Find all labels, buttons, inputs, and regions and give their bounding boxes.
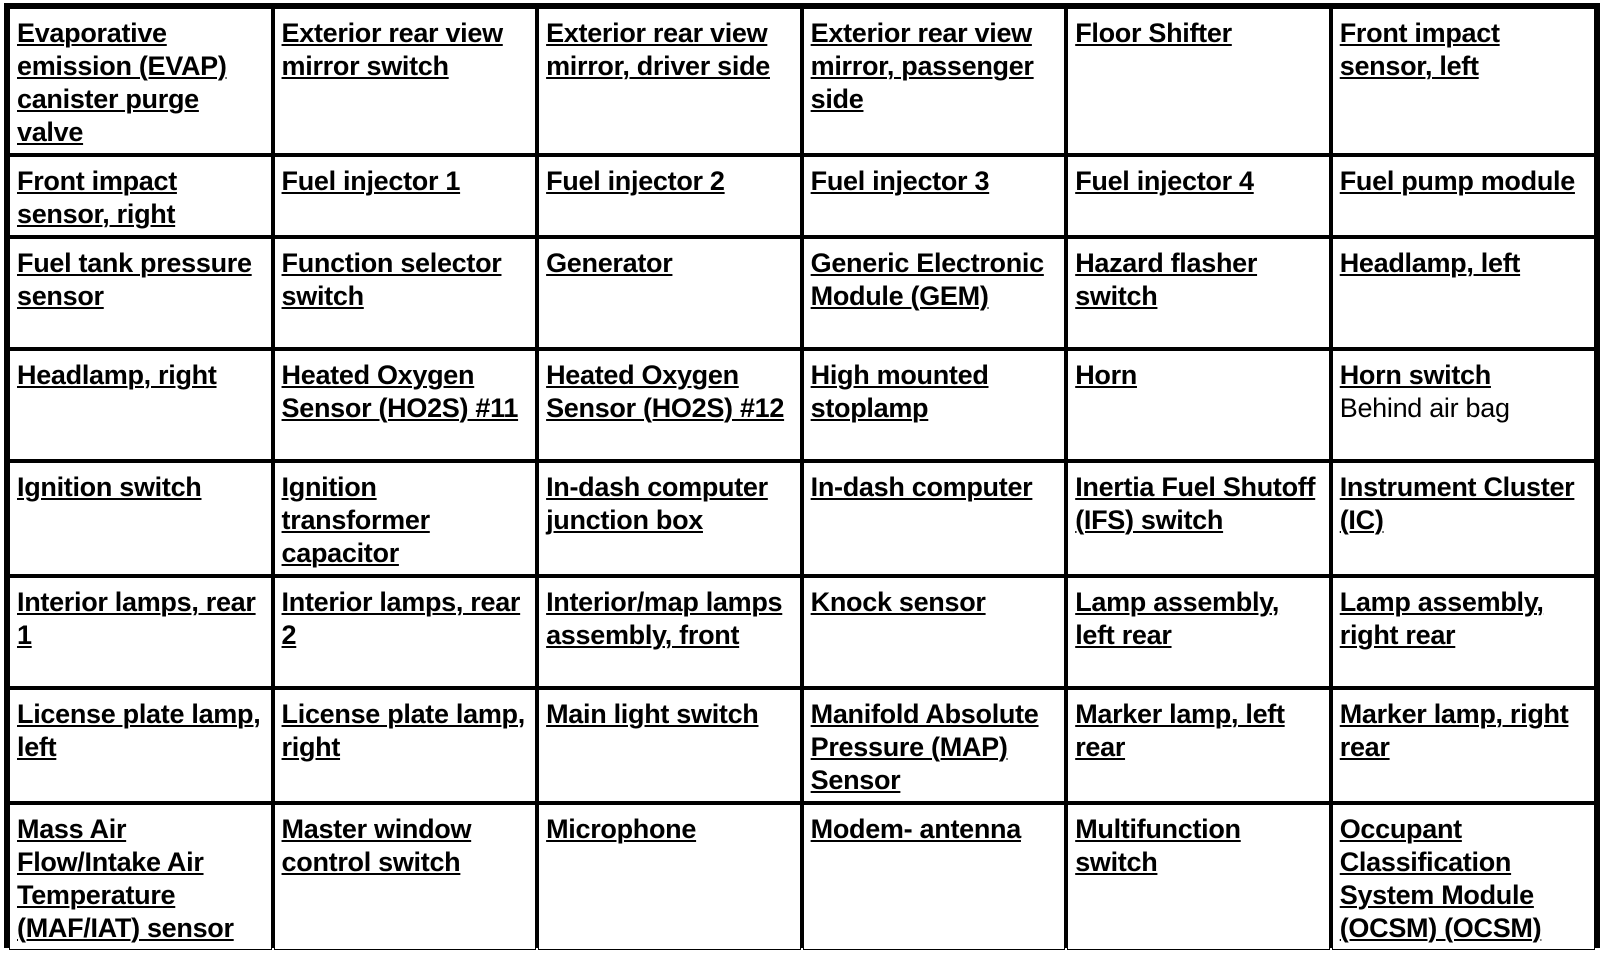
table-cell xyxy=(275,578,536,686)
table-cell xyxy=(1333,578,1594,686)
component-link[interactable]: In-dash computer junction box xyxy=(546,472,768,535)
table-cell xyxy=(1068,463,1329,574)
component-link[interactable]: Occupant Classification System Module (OCSM) (OCSM) xyxy=(1339,814,1542,943)
component-link[interactable]: License plate lamp, left xyxy=(17,699,261,762)
table-cell xyxy=(1068,9,1329,153)
component-link[interactable]: Fuel injector 1 xyxy=(281,166,461,196)
component-link-table xyxy=(6,5,1598,953)
component-link[interactable]: Headlamp, right xyxy=(17,360,217,390)
table-row xyxy=(10,463,1594,574)
component-link[interactable]: Inertia Fuel Shutoff (IFS) switch xyxy=(1075,472,1316,535)
table-row xyxy=(10,578,1594,686)
component-link[interactable]: Hazard flasher switch xyxy=(1075,248,1258,311)
component-link[interactable]: Headlamp, left xyxy=(1339,248,1521,278)
table-cell xyxy=(1068,805,1329,949)
component-link[interactable]: Main light switch xyxy=(546,699,759,729)
table-cell xyxy=(539,578,800,686)
table-cell xyxy=(10,239,271,347)
component-link[interactable]: Fuel tank pressure sensor xyxy=(17,248,252,311)
component-link[interactable]: Ignition transformer capacitor xyxy=(281,472,430,568)
component-link[interactable]: Lamp assembly, left rear xyxy=(1075,587,1280,650)
table-cell xyxy=(539,690,800,801)
table-cell xyxy=(539,351,800,459)
component-link[interactable]: Exterior rear view mirror, passenger side xyxy=(810,18,1034,114)
table-cell xyxy=(1333,157,1594,235)
table-cell xyxy=(539,157,800,235)
table-cell xyxy=(804,9,1065,153)
table-cell xyxy=(10,9,271,153)
component-link[interactable]: Generator xyxy=(546,248,673,278)
table-cell xyxy=(1068,578,1329,686)
component-link[interactable]: Knock sensor xyxy=(810,587,986,617)
component-link[interactable]: Ignition switch xyxy=(17,472,202,502)
table-cell xyxy=(275,239,536,347)
component-link[interactable]: Front impact sensor, left xyxy=(1339,18,1500,81)
table-cell xyxy=(1068,690,1329,801)
component-link[interactable]: Master window control switch xyxy=(281,814,472,877)
table-cell xyxy=(1068,239,1329,347)
table-cell xyxy=(539,239,800,347)
component-link[interactable]: Evaporative emission (EVAP) canister purge valve xyxy=(17,18,227,147)
component-index-sheet xyxy=(4,3,1600,948)
table-cell xyxy=(10,463,271,574)
table-cell xyxy=(1333,351,1594,459)
table-cell xyxy=(1333,463,1594,574)
table-cell xyxy=(10,578,271,686)
component-link[interactable]: Heated Oxygen Sensor (HO2S) #12 xyxy=(546,360,785,423)
table-row xyxy=(10,351,1594,459)
component-link[interactable]: Marker lamp, left rear xyxy=(1075,699,1285,762)
component-link[interactable]: Marker lamp, right rear xyxy=(1339,699,1569,762)
table-cell xyxy=(539,805,800,949)
component-link[interactable]: Lamp assembly, right rear xyxy=(1339,587,1544,650)
component-link[interactable]: License plate lamp, right xyxy=(281,699,525,762)
table-cell xyxy=(10,157,271,235)
table-cell xyxy=(1068,157,1329,235)
table-cell xyxy=(275,157,536,235)
table-row xyxy=(10,690,1594,801)
component-link[interactable]: Function selector switch xyxy=(281,248,502,311)
component-link[interactable]: High mounted stoplamp xyxy=(810,360,989,423)
table-cell xyxy=(804,351,1065,459)
component-link[interactable]: In-dash computer xyxy=(810,472,1033,502)
table-row xyxy=(10,9,1594,153)
table-row xyxy=(10,805,1594,949)
table-cell xyxy=(1333,805,1594,949)
table-cell xyxy=(1333,239,1594,347)
table-cell xyxy=(804,805,1065,949)
table-cell xyxy=(1068,351,1329,459)
table-cell xyxy=(539,9,800,153)
component-link[interactable]: Modem- antenna xyxy=(810,814,1021,844)
table-cell xyxy=(804,690,1065,801)
component-link[interactable]: Front impact sensor, right xyxy=(17,166,177,229)
component-link[interactable]: Interior/map lamps assembly, front xyxy=(546,587,783,650)
component-link[interactable]: Fuel injector 2 xyxy=(546,166,725,196)
table-cell xyxy=(275,463,536,574)
component-link[interactable]: Interior lamps, rear 1 xyxy=(17,587,256,650)
component-link[interactable]: Fuel injector 3 xyxy=(810,166,990,196)
table-row xyxy=(10,157,1594,235)
component-link[interactable]: Fuel injector 4 xyxy=(1075,166,1254,196)
table-cell xyxy=(1333,9,1594,153)
component-link[interactable]: Heated Oxygen Sensor (HO2S) #11 xyxy=(281,360,519,423)
component-note: Behind air bag xyxy=(1339,393,1510,423)
component-link[interactable]: Floor Shifter xyxy=(1075,18,1232,48)
component-link[interactable]: Interior lamps, rear 2 xyxy=(281,587,521,650)
component-link[interactable]: Fuel pump module xyxy=(1339,166,1575,196)
table-cell xyxy=(10,805,271,949)
component-link[interactable]: Multifunction switch xyxy=(1075,814,1241,877)
table-cell xyxy=(804,578,1065,686)
table-cell xyxy=(275,351,536,459)
table-cell xyxy=(804,463,1065,574)
component-link[interactable]: Instrument Cluster (IC) xyxy=(1339,472,1575,535)
table-cell xyxy=(539,463,800,574)
component-link[interactable]: Horn switch xyxy=(1339,360,1491,390)
component-link[interactable]: Generic Electronic Module (GEM) xyxy=(810,248,1044,311)
table-cell xyxy=(804,239,1065,347)
table-cell xyxy=(275,9,536,153)
component-link[interactable]: Horn xyxy=(1075,360,1137,390)
table-cell xyxy=(10,690,271,801)
component-link[interactable]: Manifold Absolute Pressure (MAP) Sensor xyxy=(810,699,1039,795)
component-link[interactable]: Exterior rear view mirror switch xyxy=(281,18,503,81)
component-link[interactable]: Exterior rear view mirror, driver side xyxy=(546,18,770,81)
table-cell xyxy=(275,690,536,801)
table-cell xyxy=(10,351,271,459)
component-link[interactable]: Mass Air Flow/Intake Air Temperature (MAF/IAT) sensor xyxy=(17,814,234,943)
table-cell xyxy=(275,805,536,949)
table-cell xyxy=(804,157,1065,235)
table-cell xyxy=(1333,690,1594,801)
table-row xyxy=(10,239,1594,347)
component-link[interactable]: Microphone xyxy=(546,814,697,844)
